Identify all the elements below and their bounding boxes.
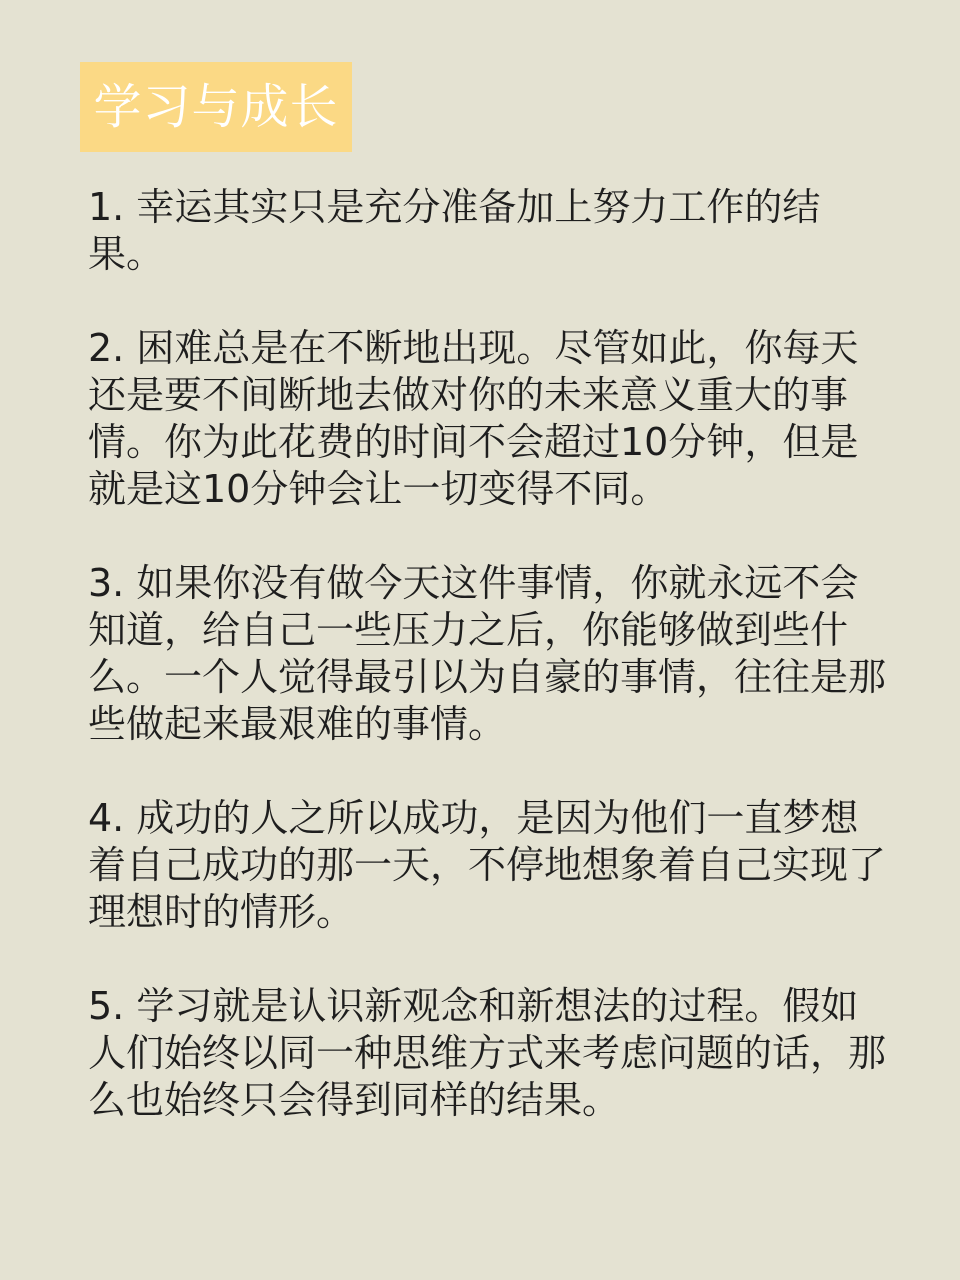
- list-item: 5. 学习就是认识新观念和新想法的过程。假如人们始终以同一种思维方式来考虑问题的话，那么也始终只会得到同样的结果。: [88, 984, 887, 1122]
- list-item: 2. 困难总是在不断地出现。尽管如此，你每天还是要不间断地去做对你的未来意义重大的事情。你为此花费的时间不会超过10分钟，但是就是这10分钟会让一切变得不同。: [88, 326, 859, 511]
- title-badge: [80, 62, 352, 152]
- page-title: 学习与成长: [93, 79, 339, 135]
- list-item: 3. 如果你没有做今天这件事情，你就永远不会知道，给自己一些压力之后，你能够做到些什么。一个人觉得最引以为自豪的事情，往往是那些做起来最艰难的事情。: [88, 561, 887, 746]
- list-item: 4. 成功的人之所以成功，是因为他们一直梦想着自己成功的那一天，不停地想象着自己实现了理想时的情形。: [88, 796, 887, 934]
- item-list: [88, 184, 888, 1124]
- list-item: 1. 幸运其实只是充分准备加上努力工作的结果。: [88, 185, 821, 276]
